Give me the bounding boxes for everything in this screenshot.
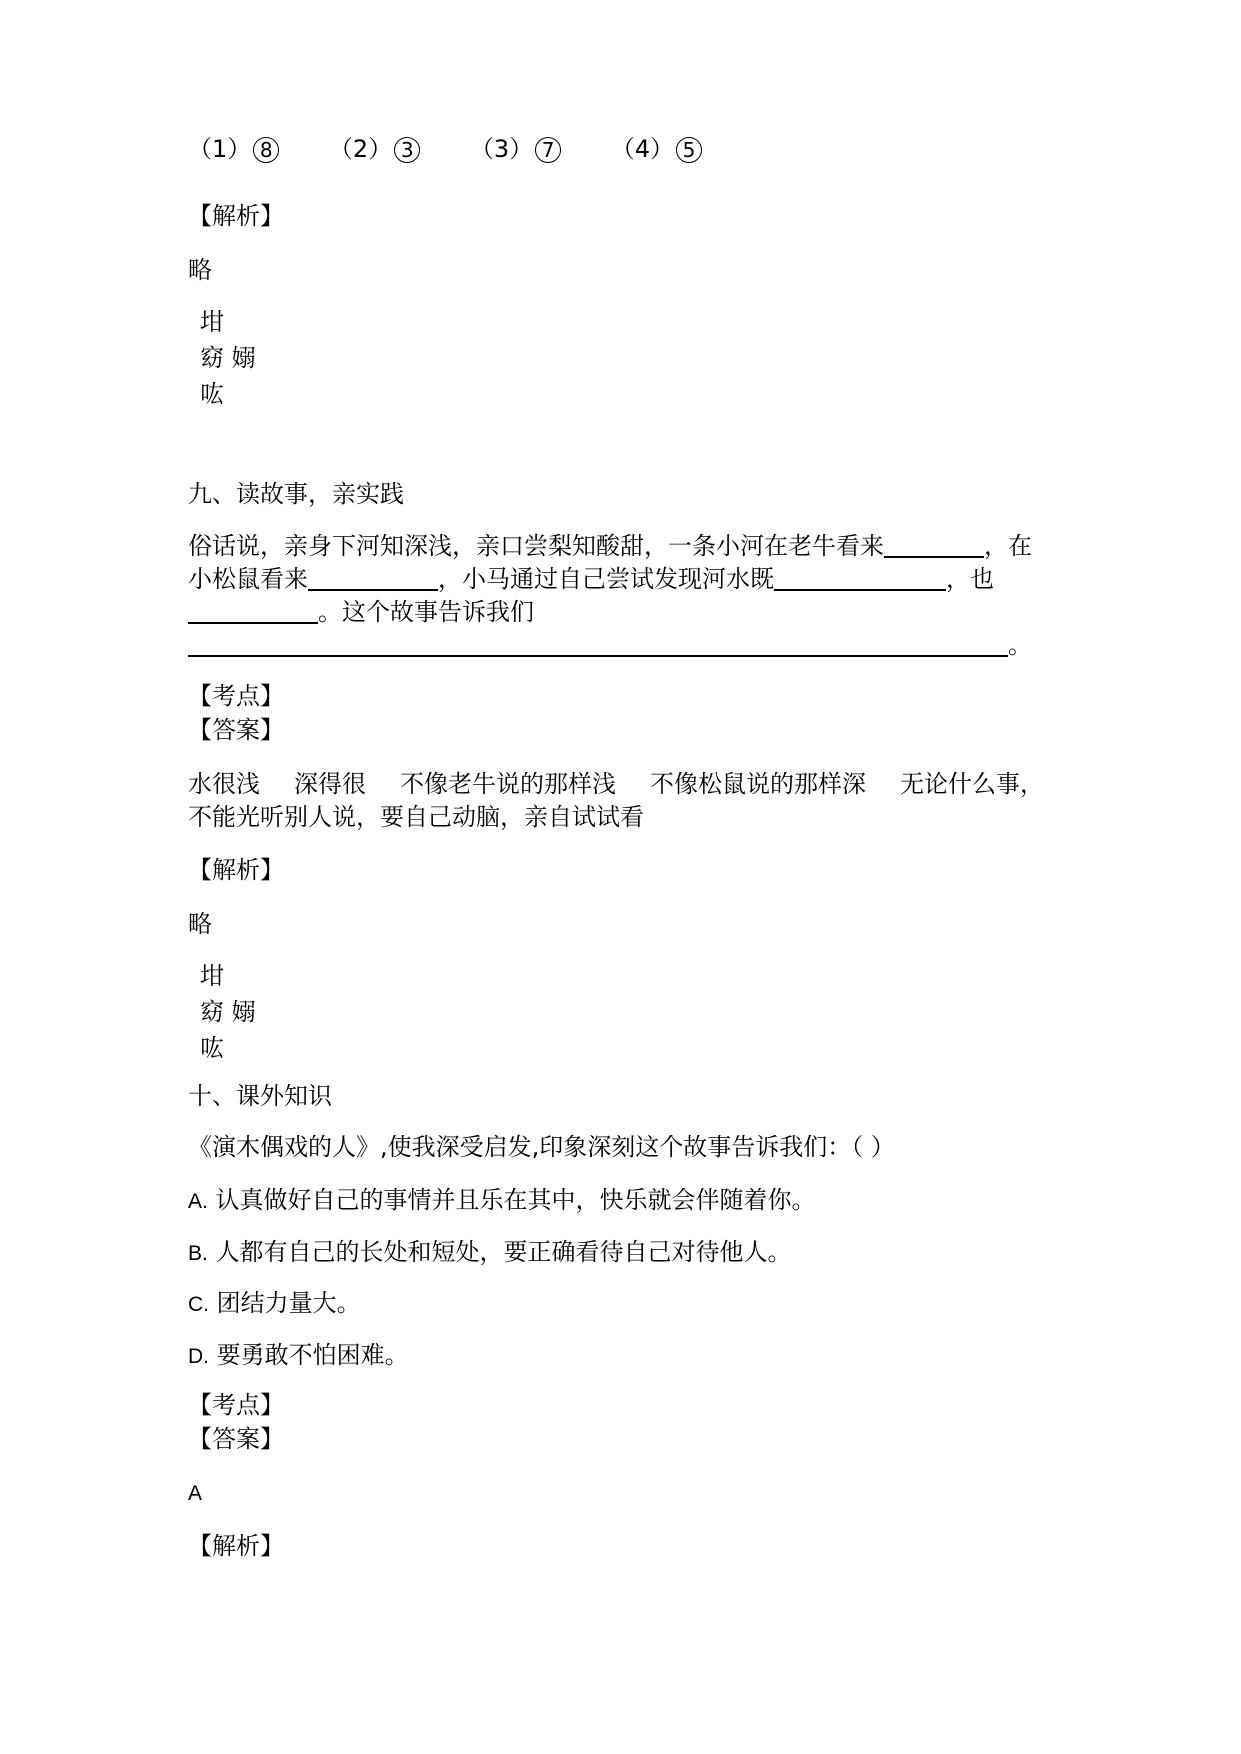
circled-number: 7	[535, 137, 561, 163]
circled-number: 8	[253, 137, 279, 163]
option-text: 要勇敢不怕困难。	[216, 1341, 409, 1369]
lue-text: 略	[188, 910, 212, 938]
question-text: 。这个故事告诉我们	[318, 598, 534, 626]
section-10-title: 十、课外知识	[188, 1082, 332, 1110]
answer-blank	[188, 598, 318, 624]
lue-text: 略	[188, 256, 212, 284]
option-letter: D.	[188, 1345, 209, 1368]
garbled-line: 坩	[200, 308, 224, 336]
answer-line: 不能光听别人说，要自己动脑，亲自试试看	[188, 803, 644, 831]
question-text: 小松鼠看来	[188, 565, 308, 593]
question-line	[188, 530, 1032, 562]
option-letter: B.	[188, 1242, 208, 1265]
answer-line	[188, 768, 1044, 800]
jiexi-label: 【解析】	[188, 202, 284, 230]
question-line	[188, 596, 534, 628]
option-b	[188, 1236, 791, 1270]
answer-item	[611, 133, 702, 165]
garbled-line: 窈 嫋	[200, 344, 256, 372]
question-text: ，也	[946, 565, 994, 593]
answer-number: （2）	[328, 135, 393, 163]
option-letter: C.	[188, 1293, 209, 1316]
answer-text: 无论什么事，	[900, 770, 1044, 798]
answer-text: 不像老牛说的那样浅	[400, 770, 616, 798]
section-9-title: 九、读故事，亲实践	[188, 480, 404, 508]
question-text: 《演木偶戏的人》,使我深受启发,印象深刻这个故事告诉我们：（ ）	[188, 1133, 895, 1161]
answer-blank	[188, 631, 1008, 657]
answer-item	[329, 133, 420, 165]
answer-row	[188, 133, 744, 165]
garbled-line: 吰	[200, 1034, 224, 1062]
answer-number: （4）	[610, 135, 675, 163]
question-text: ，在	[984, 532, 1032, 560]
garbled-line: 吰	[200, 380, 224, 408]
jiexi-label: 【解析】	[188, 1532, 284, 1560]
question-text: 俗话说，亲身下河知深浅，亲口尝梨知酸甜，一条小河在老牛看来	[188, 532, 884, 560]
question-line	[188, 563, 994, 595]
jiexi-label: 【解析】	[188, 856, 284, 884]
answer-text: 水很浅	[188, 770, 260, 798]
answer-text: 深得很	[294, 770, 366, 798]
question-line	[188, 629, 1032, 661]
answer-number: （1）	[188, 135, 252, 163]
garbled-line: 坩	[200, 962, 224, 990]
answer-item	[188, 133, 279, 165]
answer-blank	[308, 565, 438, 591]
option-text: 团结力量大。	[216, 1289, 361, 1317]
kaodian-label: 【考点】	[188, 682, 284, 710]
answer-blank	[884, 532, 984, 558]
question-text: 。	[1008, 631, 1032, 659]
daan-label: 【答案】	[188, 1425, 284, 1453]
option-letter: A.	[188, 1190, 208, 1213]
option-text: 人都有自己的长处和短处，要正确看待自己对待他人。	[215, 1238, 792, 1266]
answer-item	[470, 133, 561, 165]
option-c	[188, 1287, 361, 1321]
question-text: ，小马通过自己尝试发现河水既	[438, 565, 774, 593]
answer-text: A	[188, 1482, 203, 1505]
kaodian-label: 【考点】	[188, 1391, 284, 1419]
answer-text: 不像松鼠说的那样深	[650, 770, 866, 798]
garbled-line: 窈 嫋	[200, 998, 256, 1026]
option-a	[188, 1184, 815, 1218]
answer-blank	[774, 565, 946, 591]
daan-label: 【答案】	[188, 716, 284, 744]
option-d	[188, 1339, 409, 1373]
circled-number: 3	[394, 137, 420, 163]
circled-number: 5	[676, 137, 702, 163]
option-text: 认真做好自己的事情并且乐在其中，快乐就会伴随着你。	[215, 1186, 816, 1214]
answer-number: （3）	[469, 135, 534, 163]
